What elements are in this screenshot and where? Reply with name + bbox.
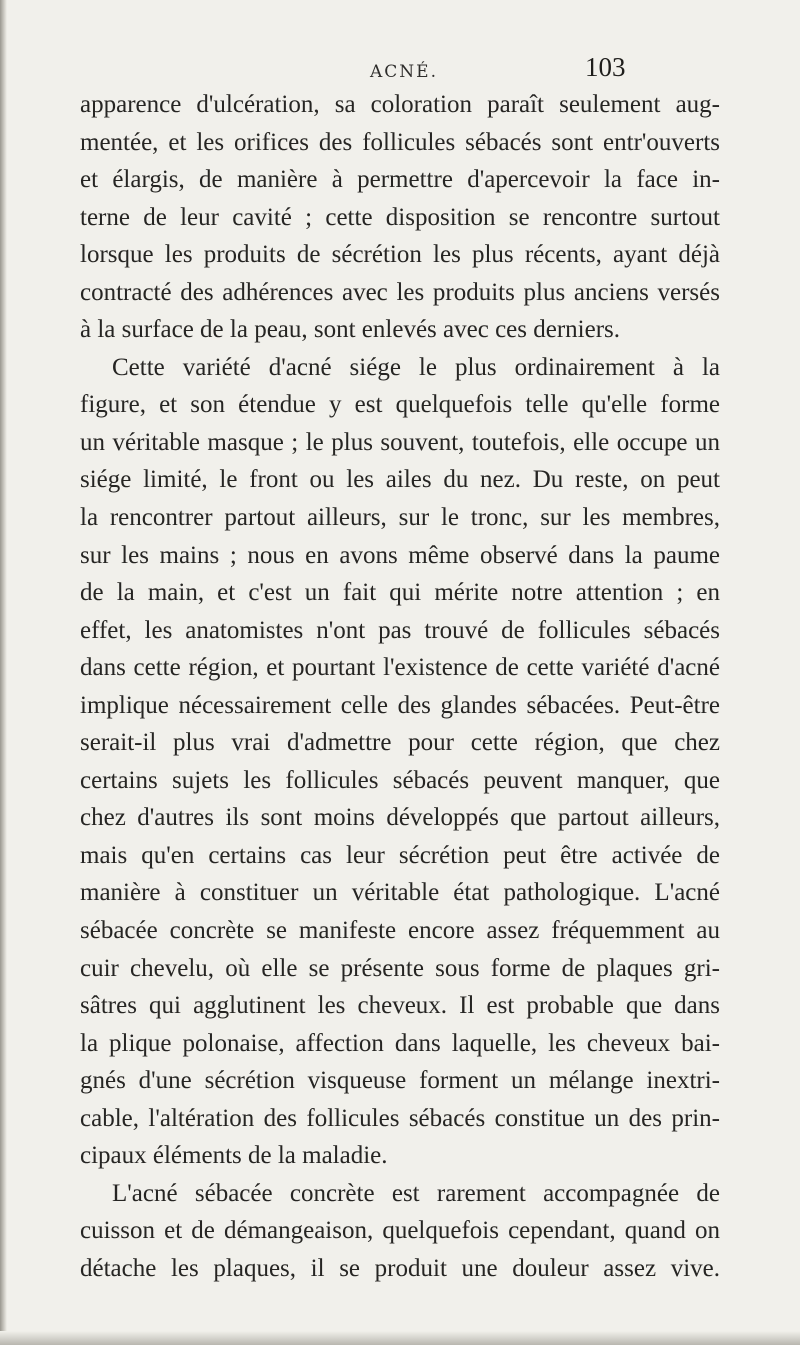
text-line: détache les plaques, il se produit une douleur assez vive. (80, 1254, 720, 1282)
text-line: apparence d'ulcération, sa coloration paraît seulement aug- (80, 91, 720, 118)
text-line: lorsque les produits de sécrétion les plus récents, ayant déjà (80, 241, 720, 269)
text-line: mentée, et les orifices des follicules sébacés sont entr'ouverts (80, 128, 720, 156)
text-line: cuisson et de démangeaison, quelquefois cependant, quand on (80, 1217, 720, 1245)
text-line: de la main, et c'est un fait qui mérite notre attention ; en (80, 579, 720, 607)
text-line: un véritable masque ; le plus souvent, toutefois, elle occupe un (80, 428, 720, 456)
page-bottom-edge (0, 1331, 800, 1345)
running-head: ACNÉ. (370, 62, 438, 82)
text-line: gnés d'une sécrétion visqueuse forment un mélange inextri- (80, 1067, 720, 1095)
text-line: contracté des adhérences avec les produits plus anciens versés (80, 278, 720, 306)
text-line: siége limité, le front ou les ailes du nez. Du reste, on peut (80, 466, 720, 494)
text-line: implique nécessairement celle des glandes sébacées. Peut-être (80, 691, 720, 719)
text-line: terne de leur cavité ; cette disposition se rencontre surtout (80, 203, 720, 231)
text-line: sâtres qui agglutinent les cheveux. Il est probable que dans (80, 992, 720, 1020)
text-line: mais qu'en certains cas leur sécrétion peut être activée de (80, 841, 720, 869)
text-line: à la surface de la peau, sont enlevés avec ces derniers. (80, 316, 621, 344)
text-line: manière à constituer un véritable état pathologique. L'acné (80, 879, 720, 907)
text-line: figure, et son étendue y est quelquefois telle qu'elle forme (80, 391, 720, 419)
text-line: Cette variété d'acné siége le plus ordinairement à la (112, 353, 720, 381)
page-binding-edge (0, 0, 7, 1345)
text-line: serait-il plus vrai d'admettre pour cette région, que chez (80, 729, 720, 757)
text-line: cable, l'altération des follicules sébacés constitue un des prin- (80, 1104, 720, 1132)
page-header (0, 48, 800, 84)
text-line: dans cette région, et pourtant l'existence de cette variété d'acné (80, 654, 720, 682)
text-line: chez d'autres ils sont moins développés que partout ailleurs, (80, 804, 720, 832)
page-number: 103 (585, 52, 626, 82)
text-line: cuir chevelu, où elle se présente sous forme de plaques gri- (80, 954, 720, 982)
text-line: la rencontrer partout ailleurs, sur le tronc, sur les membres, (80, 504, 720, 532)
text-line: effet, les anatomistes n'ont pas trouvé de follicules sébacés (80, 616, 720, 644)
text-line: certains sujets les follicules sébacés peuvent manquer, que (80, 766, 720, 794)
text-line: cipaux éléments de la maladie. (80, 1142, 388, 1170)
body-text (80, 86, 720, 1288)
text-line: et élargis, de manière à permettre d'apercevoir la face in- (80, 166, 720, 194)
text-line: L'acné sébacée concrète est rarement accompagnée de (112, 1179, 720, 1207)
text-line: la plique polonaise, affection dans laquelle, les cheveux bai- (80, 1029, 720, 1057)
text-line: sur les mains ; nous en avons même observé dans la paume (80, 541, 720, 569)
text-line: sébacée concrète se manifeste encore assez fréquemment au (80, 917, 720, 945)
